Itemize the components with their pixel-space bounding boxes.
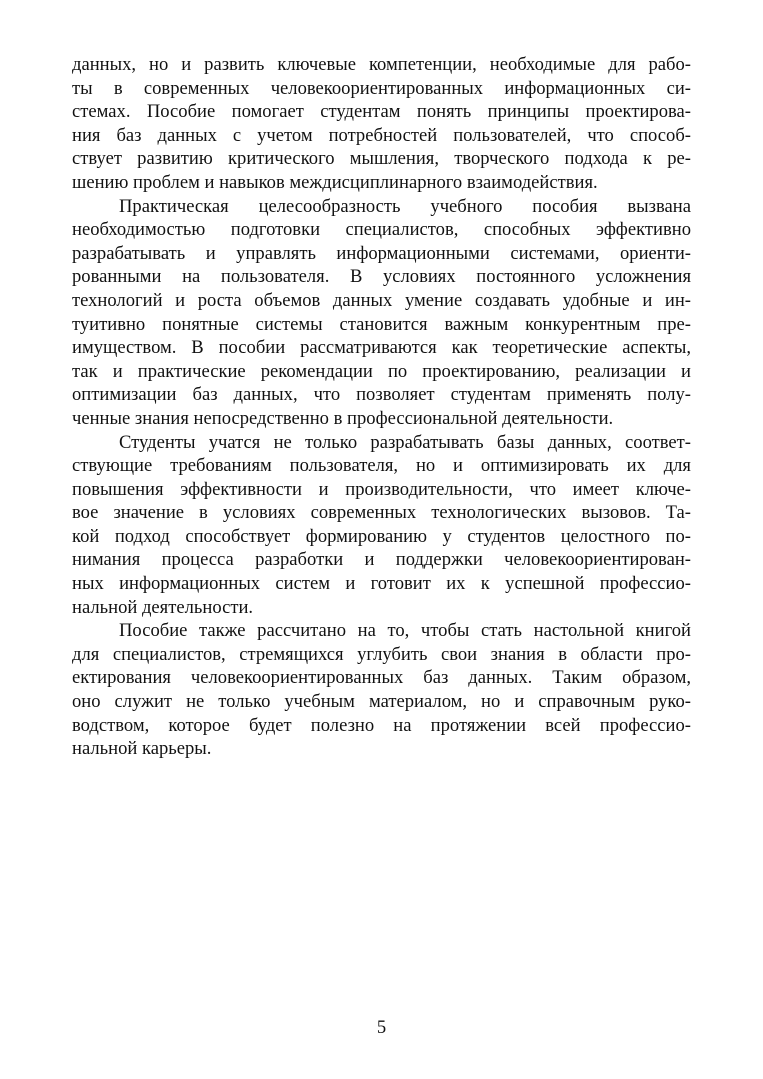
text-line: шению проблем и навыков междисциплинарного взаимодействия.	[72, 171, 598, 193]
text-line: ты в современных человекоориентированных информационных си-	[72, 77, 691, 99]
text-line: ных информационных систем и готовит их к успешной профессио-	[72, 573, 691, 595]
text-line: Пособие также рассчитано на то, чтобы стать настольной книгой	[119, 620, 691, 642]
text-line: оно служит не только учебным материалом, но и справочным руко-	[72, 691, 691, 713]
text-line: повышения эффективности и производительности, что имеет ключе-	[72, 478, 691, 500]
text-line: ектирования человекоориентированных баз данных. Таким образом,	[72, 667, 691, 689]
text-line: нимания процесса разработки и поддержки человекоориентирован-	[72, 549, 691, 571]
text-line: для специалистов, стремящихся углубить свои знания в области про-	[72, 643, 691, 665]
text-line: рованными на пользователя. В условиях постоянного усложнения	[72, 266, 691, 288]
text-line: нальной деятельности.	[72, 596, 254, 618]
text-line: вое значение в условиях современных технологических вызовов. Та-	[72, 502, 691, 524]
text-line: Студенты учатся не только разрабатывать базы данных, соответ-	[119, 431, 691, 453]
paragraph	[72, 431, 691, 620]
page-body	[72, 53, 691, 761]
text-line: ствует развитию критического мышления, творческого подхода к ре-	[72, 148, 691, 170]
text-line: водством, которое будет полезно на протяжении всей профессио-	[72, 714, 691, 736]
text-line: технологий и роста объемов данных умение создавать удобные и ин-	[72, 289, 691, 311]
paragraph	[72, 619, 691, 761]
text-line: оптимизации баз данных, что позволяет студентам применять полу-	[72, 384, 691, 406]
text-line: ствующие требованиям пользователя, но и оптимизировать их для	[72, 455, 691, 477]
text-line: необходимостью подготовки специалистов, способных эффективно	[72, 219, 691, 241]
text-line: Практическая целесообразность учебного пособия вызвана	[119, 195, 691, 217]
text-line: ния баз данных с учетом потребностей пользователей, что способ-	[72, 124, 691, 146]
text-line: кой подход способствует формированию у студентов целостного по-	[72, 525, 691, 547]
text-line: стемах. Пособие помогает студентам понять принципы проектирова-	[72, 101, 691, 123]
text-line: туитивно понятные системы становится важным конкурентным пре-	[72, 313, 691, 335]
paragraph	[72, 53, 691, 195]
text-line: разрабатывать и управлять информационными системами, ориенти-	[72, 242, 691, 264]
text-line: ченные знания непосредственно в профессиональной деятельности.	[72, 407, 614, 429]
body-text	[72, 53, 691, 761]
paragraph	[72, 195, 691, 431]
text-line: данных, но и развить ключевые компетенции, необходимые для рабо-	[72, 54, 691, 75]
text-line: нальной карьеры.	[72, 738, 212, 760]
text-line: так и практические рекомендации по проектированию, реализации и	[72, 360, 691, 382]
text-line: имуществом. В пособии рассматриваются как теоретические аспекты,	[72, 337, 691, 359]
page-number: 5	[376, 1017, 387, 1038]
